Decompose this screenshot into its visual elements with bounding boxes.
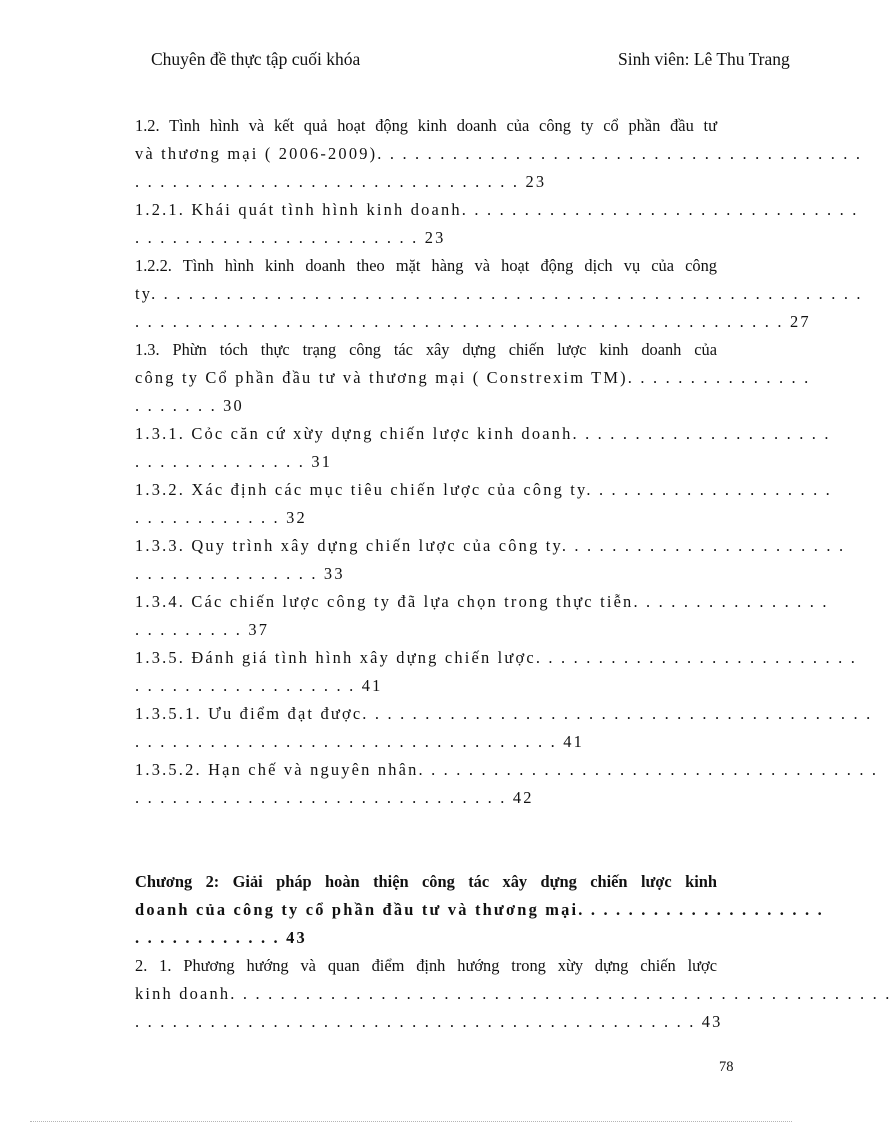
toc-line: . . . . . . . . . . . . . . . 33 xyxy=(135,564,345,583)
bottom-divider xyxy=(30,1121,792,1122)
toc-line: 1.3.3. Quy trình xây dựng chiến lược của công ty. . . . . . . . . . . . . . . . . . . . . . . xyxy=(135,536,846,555)
toc-line: và thương mại ( 2006-2009). . . . . . . . . . . . . . . . . . . . . . . . . . . . . . . . . . . . . . . xyxy=(135,144,863,163)
toc-entry-1-3-1[interactable] xyxy=(135,420,831,476)
toc-line: . . . . . . . . . . . . . . . . . . . . . . . 23 xyxy=(135,228,446,247)
toc-entry-1-3-4[interactable] xyxy=(135,588,829,644)
toc-entry-1-2-2[interactable] xyxy=(135,252,863,336)
toc-entry-1-3-2[interactable] xyxy=(135,476,832,532)
toc-entry-chapter-2[interactable] xyxy=(135,868,824,952)
toc-line: . . . . . . . . . . . . . . . . . . . . . . . . . . . . . . . . . . . . . . . . . . . . . . . . . . . . 27 xyxy=(135,312,811,331)
toc-entry-1-3-3[interactable] xyxy=(135,532,846,588)
toc-line: . . . . . . . . . . . . 32 xyxy=(135,508,307,527)
toc-entry-1-3-5[interactable] xyxy=(135,644,858,700)
toc-entry-1-3-5-1[interactable] xyxy=(135,700,873,756)
toc-line: . . . . . . . . . 37 xyxy=(135,620,270,639)
table-of-contents xyxy=(135,112,892,1036)
section-spacer xyxy=(135,812,717,868)
toc-line: 1.2. Tình hình và kết quả hoạt động kinh doanh của công ty cổ phần đầu tư xyxy=(135,116,717,135)
toc-entry-1-3-5-2[interactable] xyxy=(135,756,879,812)
toc-entry-1-3[interactable] xyxy=(135,336,811,420)
toc-line: . . . . . . . . . . . . . . . . . . . . . . . . . . . . . . . . . . . . . . . . . . . . . 43 xyxy=(135,1012,723,1031)
toc-line: kinh doanh. . . . . . . . . . . . . . . . . . . . . . . . . . . . . . . . . . . . . . . . . . . . . . . . . . . . . xyxy=(135,984,892,1003)
toc-line: 1.3.2. Xác định các mục tiêu chiến lược của công ty. . . . . . . . . . . . . . . . . . . . xyxy=(135,480,832,499)
toc-line: . . . . . . . . . . . . . . . . . . 41 xyxy=(135,676,383,695)
page-header xyxy=(0,49,816,75)
toc-line: 1.3.1. Cỏc căn cứ xừy dựng chiến lược kinh doanh. . . . . . . . . . . . . . . . . . . . . xyxy=(135,424,831,443)
toc-line: . . . . . . . . . . . . . . . . . . . . . . . . . . . . . . . 23 xyxy=(135,172,547,191)
toc-line: ty. . . . . . . . . . . . . . . . . . . . . . . . . . . . . . . . . . . . . . . . . . . . . . . . . . . . . . . . . xyxy=(135,284,863,303)
toc-line: 2. 1. Phương hướng và quan điểm định hướng trong xừy dựng chiến lược xyxy=(135,956,717,975)
toc-line: . . . . . . . . . . . . 43 xyxy=(135,928,307,947)
toc-line: . . . . . . . . . . . . . . . . . . . . . . . . . . . . . . 42 xyxy=(135,788,534,807)
toc-line: . . . . . . . 30 xyxy=(135,396,244,415)
toc-line: 1.2.1. Khái quát tình hình kinh doanh. . . . . . . . . . . . . . . . . . . . . . . . . . . . . . . . xyxy=(135,200,859,219)
toc-line: doanh của công ty cổ phần đầu tư và thương mại. . . . . . . . . . . . . . . . . . . . xyxy=(135,900,824,919)
toc-line: công ty Cổ phần đầu tư và thương mại ( Constrexim TM). . . . . . . . . . . . . . . xyxy=(135,368,811,387)
toc-entry-1-2[interactable] xyxy=(135,112,863,196)
toc-entry-1-2-1[interactable] xyxy=(135,196,859,252)
toc-line: 1.3.5. Đánh giá tình hình xây dựng chiến lược. . . . . . . . . . . . . . . . . . . . . . . . . . xyxy=(135,648,858,667)
toc-line: 1.2.2. Tình hình kinh doanh theo mặt hàng và hoạt động dịch vụ của công xyxy=(135,256,717,275)
toc-entry-2-1[interactable] xyxy=(135,952,892,1036)
header-author: Sinh viên: Lê Thu Trang xyxy=(618,49,790,69)
page-number: 78 xyxy=(719,1059,734,1075)
toc-line: . . . . . . . . . . . . . . . . . . . . . . . . . . . . . . . . . . 41 xyxy=(135,732,585,751)
toc-line: 1.3.5.1. Ưu điểm đạt được. . . . . . . . . . . . . . . . . . . . . . . . . . . . . . . . . . . . . . . . . xyxy=(135,704,873,723)
toc-line: Chương 2: Giải pháp hoàn thiện công tác xây dựng chiến lược kinh xyxy=(135,872,717,891)
toc-line: 1.3.4. Các chiến lược công ty đã lựa chọn trong thực tiễn. . . . . . . . . . . . . . . . xyxy=(135,592,829,611)
header-title: Chuyên đề thực tập cuối khóa xyxy=(151,49,361,69)
toc-line: . . . . . . . . . . . . . . 31 xyxy=(135,452,333,471)
toc-line: 1.3. Phừn tóch thực trạng công tác xây dựng chiến lược kinh doanh của xyxy=(135,340,717,359)
toc-line: 1.3.5.2. Hạn chế và nguyên nhân. . . . . . . . . . . . . . . . . . . . . . . . . . . . . . . . . . . . . xyxy=(135,760,879,779)
